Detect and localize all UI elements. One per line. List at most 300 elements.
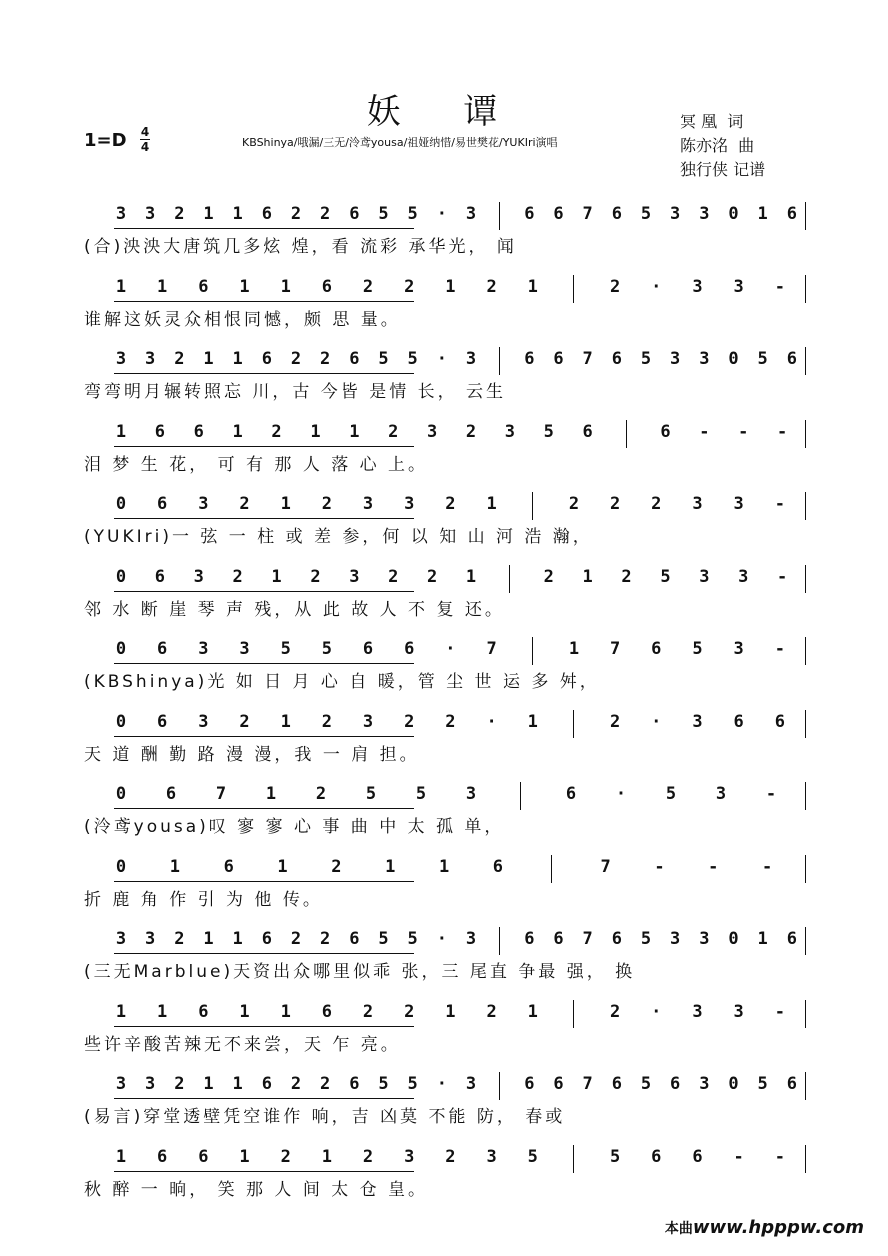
- note: 0: [728, 929, 739, 949]
- note: 6: [349, 929, 360, 949]
- lyric-line: 秋 醉 一 晌， 笑 那 人 间 太 仓 皇。: [84, 1179, 429, 1200]
- score-line: [84, 559, 806, 635]
- beam: [114, 881, 414, 882]
- note: 6: [582, 421, 593, 442]
- note: 3: [404, 494, 415, 514]
- note: 0: [115, 494, 127, 514]
- note: 1: [757, 929, 768, 949]
- note: 6: [165, 784, 177, 804]
- note: 6: [611, 349, 622, 369]
- note: 0: [728, 349, 739, 369]
- notes-row: [84, 778, 806, 814]
- note: 6: [362, 639, 374, 659]
- note: 3: [115, 929, 127, 949]
- note: 3: [699, 1074, 710, 1094]
- note: 3: [145, 349, 156, 369]
- note: -: [765, 784, 777, 804]
- note: 7: [486, 639, 497, 659]
- note: 6: [611, 204, 622, 224]
- lyric-line: (易言)穿堂透壁凭空谁作 响，吉 凶莫 不能 防， 春或: [84, 1107, 566, 1127]
- note: 3: [699, 929, 710, 949]
- note: 5: [640, 349, 652, 369]
- note: 7: [609, 639, 621, 659]
- note: 6: [611, 929, 622, 949]
- beam: [114, 446, 414, 447]
- note: 6: [651, 639, 662, 659]
- note: 2: [404, 276, 415, 297]
- note: 6: [223, 856, 234, 877]
- score-line: [84, 921, 806, 997]
- note: 6: [261, 204, 272, 224]
- note: 3: [198, 639, 209, 659]
- note: ·: [651, 276, 662, 297]
- score-line: [84, 849, 806, 925]
- note: 5: [660, 566, 671, 587]
- note: 2: [609, 1001, 621, 1022]
- note: 3: [692, 711, 703, 732]
- beam: [114, 1026, 414, 1027]
- note: 3: [193, 566, 204, 587]
- note: 5: [640, 929, 652, 949]
- note: 3: [465, 929, 477, 949]
- note: 6: [660, 421, 671, 442]
- note: 1: [568, 639, 580, 659]
- end-barline: [805, 420, 806, 448]
- score-line: [84, 486, 806, 562]
- note: 2: [239, 711, 250, 732]
- note: 3: [670, 929, 681, 949]
- note: 2: [404, 1001, 415, 1022]
- note: 6: [524, 204, 535, 224]
- note: 2: [486, 1001, 497, 1022]
- watermark: [665, 1217, 864, 1238]
- note: ·: [651, 1001, 662, 1022]
- end-barline: [805, 1145, 806, 1173]
- note: 2: [320, 204, 331, 224]
- note: 6: [349, 204, 360, 224]
- note: 1: [438, 856, 450, 877]
- end-barline: [805, 492, 806, 520]
- note: 6: [404, 639, 415, 659]
- note: 6: [553, 204, 564, 224]
- note: 2: [568, 494, 580, 514]
- note: 0: [115, 711, 127, 732]
- end-barline: [805, 1072, 806, 1100]
- note: 0: [115, 784, 127, 804]
- note: -: [774, 494, 785, 514]
- note: 6: [565, 784, 577, 804]
- barline: [573, 1145, 574, 1173]
- note: 5: [321, 639, 332, 659]
- note: 1: [203, 204, 214, 224]
- end-barline: [805, 565, 806, 593]
- performers: KBShinya/哦漏/三无/泠鸢yousa/祖娅纳惜/易世樊花/YUKIri演唱: [242, 136, 558, 149]
- end-barline: [805, 1000, 806, 1028]
- lyric-line: 泪 梦 生 花， 可 有 那 人 落 心 上。: [84, 454, 429, 475]
- note: 2: [320, 349, 331, 369]
- note: 1: [232, 349, 243, 369]
- note: 2: [543, 566, 554, 587]
- note: 6: [321, 1001, 332, 1022]
- note: 1: [465, 566, 477, 587]
- note: 0: [728, 204, 739, 224]
- note: 6: [321, 276, 332, 297]
- note: 6: [553, 929, 564, 949]
- lyric-line: 谁解这妖灵众相恨同憾，颇 思 量。: [84, 309, 401, 330]
- beam: [114, 1098, 414, 1099]
- beam: [114, 953, 414, 954]
- note: ·: [486, 711, 497, 732]
- lyric-line: (KBShinya)光 如 日 月 心 自 暖，管 尘 世 运 多 舛，: [84, 672, 600, 692]
- note: -: [699, 421, 710, 442]
- note: 1: [232, 1074, 243, 1094]
- note: 2: [388, 421, 399, 442]
- note: 1: [115, 1146, 127, 1167]
- notes-row: [84, 198, 806, 234]
- note: 6: [157, 1146, 168, 1167]
- note: 6: [774, 711, 785, 732]
- note: 2: [280, 1146, 291, 1167]
- end-barline: [805, 927, 806, 955]
- note: 6: [611, 1074, 622, 1094]
- note: 7: [582, 929, 593, 949]
- barline: [626, 420, 627, 448]
- note: 1: [280, 711, 291, 732]
- lyric-line: 弯弯明月辗转照忘 川，古 今皆 是情 长， 云生: [84, 382, 507, 402]
- note: 6: [786, 349, 797, 369]
- score-line: [84, 776, 806, 852]
- note: 6: [261, 1074, 272, 1094]
- note: 6: [492, 856, 504, 877]
- note: 6: [651, 1146, 662, 1167]
- note: 1: [157, 276, 168, 297]
- note: 1: [265, 784, 277, 804]
- score-line: [84, 1066, 806, 1142]
- end-barline: [805, 202, 806, 230]
- note: 2: [174, 349, 185, 369]
- note: 1: [115, 1001, 127, 1022]
- note: 3: [699, 349, 710, 369]
- note: 2: [290, 1074, 302, 1094]
- note: 2: [445, 711, 456, 732]
- score-line: [84, 1139, 806, 1215]
- note: 0: [115, 856, 127, 877]
- note: 2: [232, 566, 243, 587]
- note: 2: [320, 929, 331, 949]
- note: 1: [115, 421, 127, 442]
- note: 7: [582, 349, 593, 369]
- note: 1: [486, 494, 497, 514]
- note: 6: [154, 566, 165, 587]
- lyric-line: (YUKIri)一 弦 一 柱 或 差 参，何 以 知 山 河 浩 瀚，: [84, 527, 593, 547]
- note: 3: [670, 349, 681, 369]
- note: 3: [692, 276, 703, 297]
- score-line: [84, 994, 806, 1070]
- note: -: [738, 421, 749, 442]
- barline: [499, 1072, 500, 1100]
- note: 3: [115, 204, 127, 224]
- note: 2: [331, 856, 342, 877]
- note: -: [774, 639, 785, 659]
- note: 6: [157, 711, 168, 732]
- note: 3: [733, 276, 744, 297]
- score-line: [84, 631, 806, 707]
- note: 2: [271, 421, 282, 442]
- note: 5: [527, 1146, 538, 1167]
- note: 6: [786, 929, 797, 949]
- end-barline: [805, 275, 806, 303]
- notes-row: [84, 851, 806, 887]
- note: 2: [609, 711, 621, 732]
- note: 2: [174, 204, 185, 224]
- end-barline: [805, 637, 806, 665]
- note: 3: [715, 784, 727, 804]
- note: 6: [786, 1074, 797, 1094]
- composer-credit: 陈亦洺 曲: [680, 136, 755, 155]
- note: -: [762, 856, 773, 877]
- note: 5: [543, 421, 554, 442]
- score-line: [84, 704, 806, 780]
- note: 3: [692, 1001, 703, 1022]
- note: 1: [271, 566, 282, 587]
- end-barline: [805, 710, 806, 738]
- barline: [573, 275, 574, 303]
- note: 5: [378, 204, 389, 224]
- beam: [114, 808, 414, 809]
- note: 3: [670, 204, 681, 224]
- beam: [114, 591, 414, 592]
- note: 5: [407, 204, 418, 224]
- note: 3: [465, 1074, 477, 1094]
- note: 5: [378, 349, 389, 369]
- note: 5: [757, 1074, 768, 1094]
- note: 3: [145, 1074, 156, 1094]
- note: 5: [757, 349, 768, 369]
- note: 6: [786, 204, 797, 224]
- note: 3: [733, 639, 744, 659]
- note: 2: [404, 711, 415, 732]
- note: 1: [280, 276, 291, 297]
- note: 1: [232, 421, 243, 442]
- lyric-line: 天 道 酬 勤 路 漫 漫，我 一 肩 担。: [84, 744, 420, 765]
- note: 2: [445, 1146, 456, 1167]
- note: 3: [145, 204, 156, 224]
- note: 2: [239, 494, 250, 514]
- note: 6: [154, 421, 165, 442]
- note: 3: [733, 494, 744, 514]
- note: 7: [582, 204, 593, 224]
- beam: [114, 518, 414, 519]
- note: 5: [365, 784, 377, 804]
- note: 0: [115, 639, 127, 659]
- beam: [114, 736, 414, 737]
- lyric-line: 邻 水 断 崖 琴 声 残，从 此 故 人 不 复 还。: [84, 599, 505, 620]
- note: 1: [232, 204, 243, 224]
- end-barline: [805, 347, 806, 375]
- note: 1: [445, 276, 456, 297]
- lyric-line: (合)泱泱大唐筑几多炫 煌，看 流彩 承华光， 闻: [84, 237, 517, 257]
- note: 3: [465, 784, 477, 804]
- note: -: [776, 566, 788, 587]
- note: 6: [733, 711, 744, 732]
- score-line: [84, 414, 806, 490]
- note: 6: [157, 494, 168, 514]
- note: 6: [553, 1074, 564, 1094]
- beam: [114, 373, 414, 374]
- note: 6: [261, 349, 272, 369]
- note: 1: [232, 929, 243, 949]
- note: -: [774, 1146, 785, 1167]
- note: 6: [553, 349, 564, 369]
- note: 2: [465, 421, 477, 442]
- beam: [114, 663, 414, 664]
- beam: [114, 301, 414, 302]
- lyric-line: 些许辛酸苦辣无不来尝，天 乍 亮。: [84, 1034, 401, 1055]
- note: 2: [609, 494, 621, 514]
- note: -: [774, 276, 785, 297]
- note: 3: [504, 421, 515, 442]
- note: 2: [290, 349, 302, 369]
- note: 3: [733, 1001, 744, 1022]
- note: 2: [315, 784, 327, 804]
- note: 6: [349, 1074, 360, 1094]
- note: 1: [239, 276, 250, 297]
- note: 2: [362, 1146, 374, 1167]
- note: 1: [239, 1146, 250, 1167]
- note: -: [774, 1001, 785, 1022]
- time-signature-bottom: 4: [140, 140, 150, 154]
- note: 1: [280, 494, 291, 514]
- note: 3: [692, 494, 703, 514]
- note: 2: [174, 1074, 185, 1094]
- note: 5: [692, 639, 703, 659]
- note: 5: [640, 204, 652, 224]
- lyric-line: 折 鹿 角 作 引 为 他 传。: [84, 889, 323, 910]
- note: 1: [349, 421, 360, 442]
- note: 5: [415, 784, 427, 804]
- note: 2: [609, 276, 621, 297]
- note: -: [654, 856, 665, 877]
- note: 1: [310, 421, 321, 442]
- note: 5: [378, 1074, 389, 1094]
- note: 1: [203, 929, 214, 949]
- note: 1: [280, 1001, 291, 1022]
- note: 3: [145, 929, 156, 949]
- note: 6: [349, 349, 360, 369]
- note: 2: [174, 929, 185, 949]
- note: -: [708, 856, 719, 877]
- note: ·: [615, 784, 627, 804]
- note: 1: [527, 1001, 538, 1022]
- note: 3: [486, 1146, 497, 1167]
- note: 3: [738, 566, 749, 587]
- barline: [499, 202, 500, 230]
- notes-row: [84, 343, 806, 379]
- note: 5: [665, 784, 677, 804]
- note: -: [776, 421, 788, 442]
- notes-row: [84, 271, 806, 307]
- note: 3: [426, 421, 438, 442]
- notes-row: [84, 923, 806, 959]
- note: 2: [362, 1001, 374, 1022]
- note: 2: [310, 566, 321, 587]
- note: 2: [321, 711, 332, 732]
- note: 6: [692, 1146, 703, 1167]
- barline: [532, 492, 533, 520]
- note: -: [733, 1146, 744, 1167]
- note: 6: [524, 349, 535, 369]
- lyric-line: (泠鸢yousa)叹 寥 寥 心 事 曲 中 太 孤 单，: [84, 817, 505, 837]
- note: 0: [728, 1074, 739, 1094]
- watermark-site: www.hpppw.com: [692, 1217, 864, 1238]
- note: 0: [115, 566, 127, 587]
- barline: [573, 1000, 574, 1028]
- notes-row: [84, 416, 806, 452]
- note: 1: [115, 276, 127, 297]
- barline: [532, 637, 533, 665]
- note: 3: [198, 711, 209, 732]
- notes-row: [84, 996, 806, 1032]
- note: 2: [651, 494, 662, 514]
- note: ·: [436, 1074, 447, 1094]
- note: 6: [524, 1074, 535, 1094]
- note: 2: [486, 276, 497, 297]
- transcriber-credit: 独行侠 记谱: [680, 160, 766, 179]
- note: 3: [198, 494, 209, 514]
- note: 2: [320, 1074, 331, 1094]
- lyricist-credit: 冥 凰 词: [680, 112, 744, 131]
- credits: [680, 110, 765, 182]
- end-barline: [805, 855, 806, 883]
- note: ·: [651, 711, 662, 732]
- note: 1: [169, 856, 180, 877]
- notes-row: [84, 1141, 806, 1177]
- notes-row: [84, 488, 806, 524]
- note: 5: [640, 1074, 652, 1094]
- note: 1: [757, 204, 768, 224]
- barline: [551, 855, 552, 883]
- barline: [499, 927, 500, 955]
- note: 5: [609, 1146, 621, 1167]
- note: 7: [215, 784, 227, 804]
- note: 5: [407, 349, 418, 369]
- note: 1: [582, 566, 593, 587]
- lyric-line: (三无Marblue)天资出众哪里似乖 张，三 尾直 争最 强， 换: [84, 962, 636, 982]
- note: 1: [445, 1001, 456, 1022]
- note: 2: [290, 204, 302, 224]
- note: 6: [670, 1074, 681, 1094]
- note: 6: [157, 639, 168, 659]
- note: 6: [198, 1146, 209, 1167]
- note: 1: [239, 1001, 250, 1022]
- note: 3: [465, 204, 477, 224]
- note: 3: [465, 349, 477, 369]
- time-signature-top: 4: [140, 125, 150, 139]
- note: 2: [388, 566, 399, 587]
- note: 2: [426, 566, 438, 587]
- end-barline: [805, 782, 806, 810]
- barline: [509, 565, 510, 593]
- score-line: [84, 269, 806, 345]
- score-line: [84, 196, 806, 272]
- note: ·: [436, 204, 447, 224]
- note: 6: [198, 276, 209, 297]
- barline: [573, 710, 574, 738]
- barline: [520, 782, 521, 810]
- note: 1: [277, 856, 288, 877]
- note: 3: [362, 711, 374, 732]
- notes-row: [84, 633, 806, 669]
